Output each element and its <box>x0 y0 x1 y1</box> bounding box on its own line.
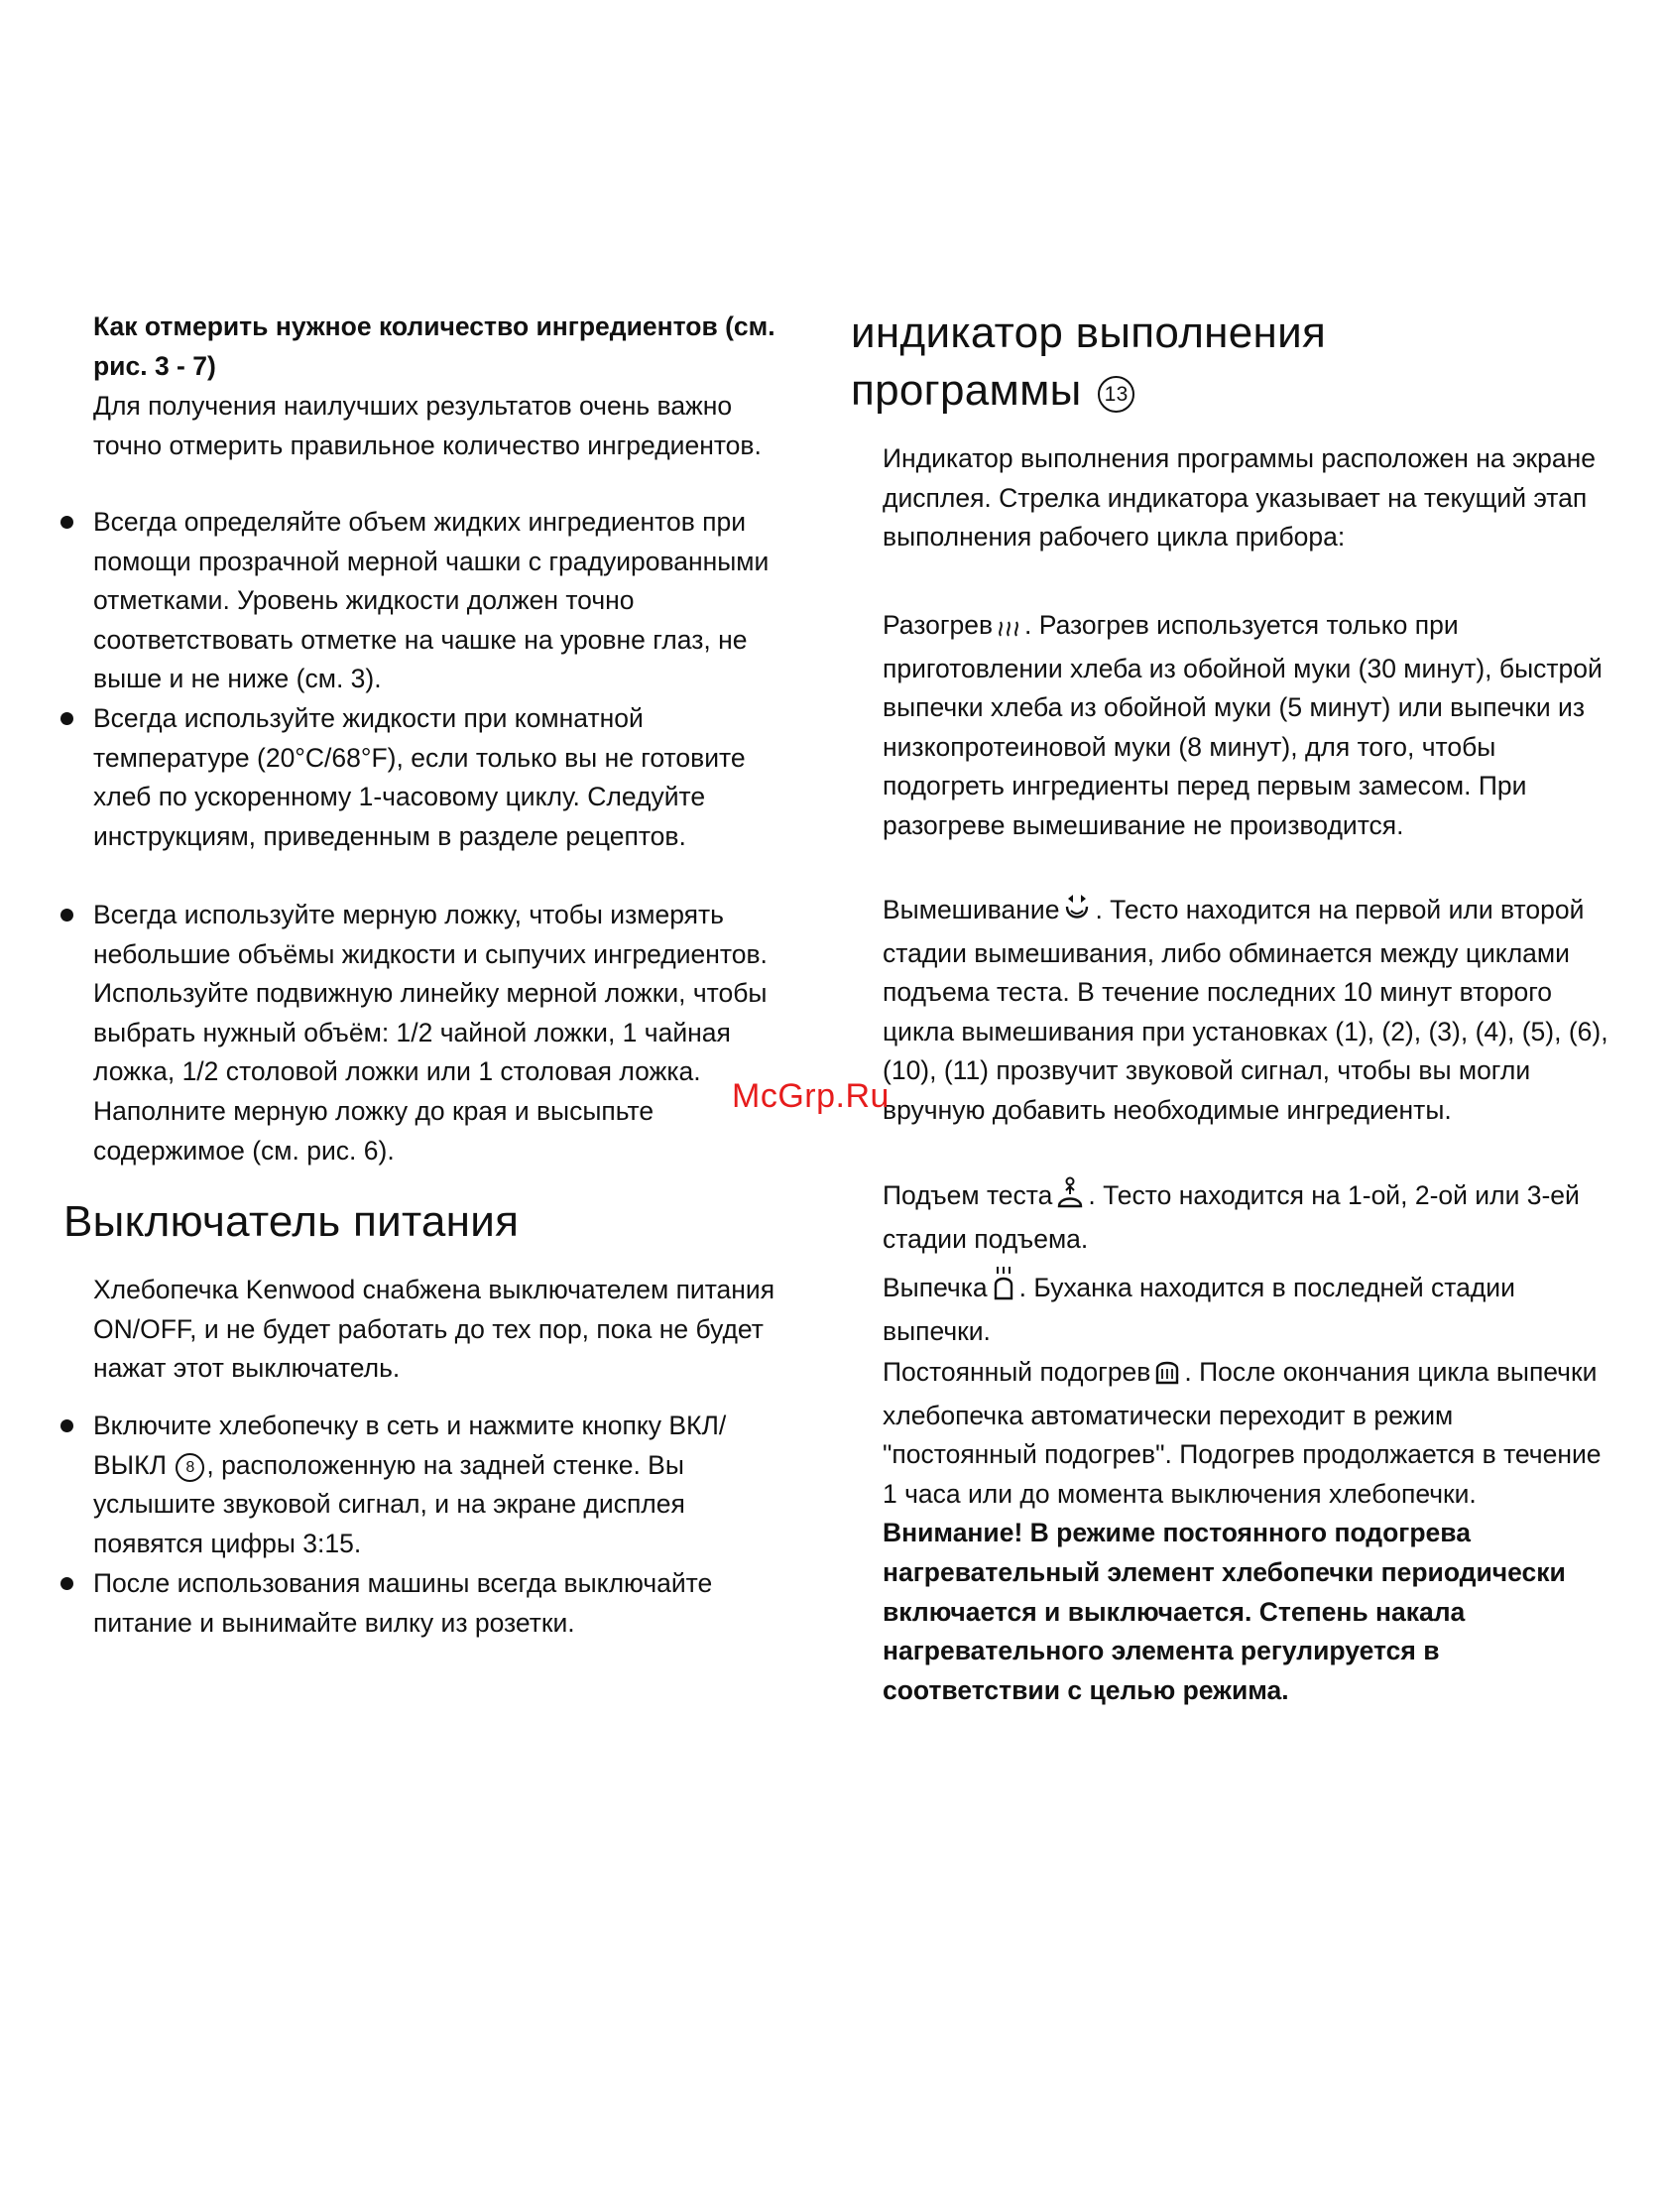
bake-label: Выпечка <box>883 1273 988 1302</box>
keep-warm-warning: Внимание! В режиме постоянного подогрева нагревательный элемент хлебопечки периодически включается и выключается. Степень накала нагревательного элемента регулируется в соответствии с целью режима. <box>883 1518 1566 1705</box>
keep-warm-icon <box>1154 1357 1180 1397</box>
stage-rise <box>883 1176 1611 1259</box>
measure-bullet-3-text: Всегда используйте мерную ложку, чтобы измерять небольшие объёмы жидкости и сыпучих ингредиентов. Используйте подвижную линейку мерной ложки, чтобы выбрать нужный объём: 1/2 чайной ложки, 1 чайная ложка, 1/2 столовой ложки или 1 столовая ложка. Наполните мерную ложку до края и высыпьте содержимое (см. рис. 6). <box>93 900 768 1166</box>
bake-text: . Буханка находится в последней стадии выпечки. <box>883 1273 1515 1346</box>
stage-knead <box>883 891 1611 1131</box>
power-bullet-1-text <box>93 1407 787 1563</box>
rise-icon <box>1056 1176 1084 1220</box>
power-bullet-2-text: После использования машины всегда выключайте питание и вынимайте вилку из розетки. <box>93 1568 713 1638</box>
preheat-label: Разогрев <box>883 610 994 640</box>
progress-intro: Индикатор выполнения программы расположен на экране дисплея. Стрелка индикатора указывает на текущий этап выполнения рабочего цикла прибора: <box>883 443 1596 553</box>
power-intro: Хлебопечка Kenwood снабжена выключателем питания ON/OFF, и не будет работать до тех пор, пока не будет нажат этот выключатель. <box>93 1275 775 1384</box>
measure-bullet-3 <box>93 896 807 1170</box>
bullet-dot-icon <box>60 516 73 529</box>
measure-bullet-2 <box>93 699 768 856</box>
bullet-dot-icon <box>60 1577 73 1590</box>
rise-label: Подъем теста <box>883 1180 1053 1210</box>
measure-bullet-2-text: Всегда используйте жидкости при комнатной температуре (20°C/68°F), если только вы не готовите хлеб по ускоренному 1-часовому циклу. Следуйте инструкциям, приведенным в разделе рецептов. <box>93 703 746 851</box>
measure-heading: Как отмерить нужное количество ингредиентов (см. рис. 3 - 7) <box>93 311 775 381</box>
power-bullet-1 <box>93 1407 787 1563</box>
progress-indicator-heading-line1: индикатор выполнения <box>851 308 1327 357</box>
keep-warm-label: Постоянный подогрев <box>883 1357 1151 1387</box>
bake-icon <box>992 1265 1015 1312</box>
power-bullet-1-part-a: Включите хлебопечку в сеть и нажмите кнопку ВКЛ/ВЫКЛ <box>93 1411 727 1480</box>
heading-line2-text: программы <box>851 366 1082 415</box>
watermark: McGrp.Ru <box>732 1077 890 1115</box>
stage-preheat <box>883 606 1611 846</box>
measure-bullet-1-text: Всегда определяйте объем жидких ингредиентов при помощи прозрачной мерной чашки с градуированными отметками. Уровень жидкости должен точно соответствовать отметке на чашке на уровне глаз, не выше и не ниже (см. 3). <box>93 507 770 694</box>
bullet-dot-icon <box>60 1419 73 1432</box>
keep-warm-text: . После окончания цикла выпечки хлебопечка автоматически переходит в режим "постоянный подогрев". Подогрев продолжается в течение 1 часа или до момента выключения хлебопечки. <box>883 1357 1602 1509</box>
rise-text: . Тесто находится на 1-ой, 2-ой или 3-ей стадии подъема. <box>883 1180 1580 1254</box>
bullet-dot-icon <box>60 909 73 922</box>
power-bullet-1-part-b: , расположенную на задней стенке. Вы услышите звуковой сигнал, и на экране дисплея появятся цифры 3:15. <box>93 1449 685 1558</box>
power-bullet-2 <box>93 1564 807 1643</box>
stage-bake <box>883 1265 1611 1351</box>
knead-icon <box>1063 893 1091 934</box>
power-switch-heading: Выключатель питания <box>63 1197 520 1246</box>
progress-indicator-heading-line2 <box>851 363 1134 419</box>
callout-number-8: 8 <box>176 1453 204 1482</box>
knead-text: . Тесто находится на первой или второй стадии вымешивания, либо обминается между циклами подъема теста. В течение последних 10 минут второго цикла вымешивания при установках (1), (2), (3), (4), (5), (6), (10), (11) прозвучит звуковой сигнал, чтобы вы могли вручную добавить необходимые ингредиенты. <box>883 895 1608 1125</box>
preheat-text: . Разогрев используется только при приготовлении хлеба из обойной муки (30 минут), быстрой выпечки хлеба из обойной муки (5 минут) или выпечки из низкопротеиновой муки (8 минут), для того, чтобы подогреть ингредиенты перед первым замесом. При разогреве вымешивание не производится. <box>883 610 1603 840</box>
measure-intro: Для получения наилучших результатов очень важно точно отмерить правильное количество ингредиентов. <box>93 391 762 460</box>
bullet-dot-icon <box>60 712 73 725</box>
measure-bullet-1 <box>93 503 807 699</box>
stage-keep-warm <box>883 1353 1611 1710</box>
callout-number-13: 13 <box>1098 376 1134 413</box>
knead-label: Вымешивание <box>883 895 1060 924</box>
preheat-icon <box>997 610 1020 650</box>
